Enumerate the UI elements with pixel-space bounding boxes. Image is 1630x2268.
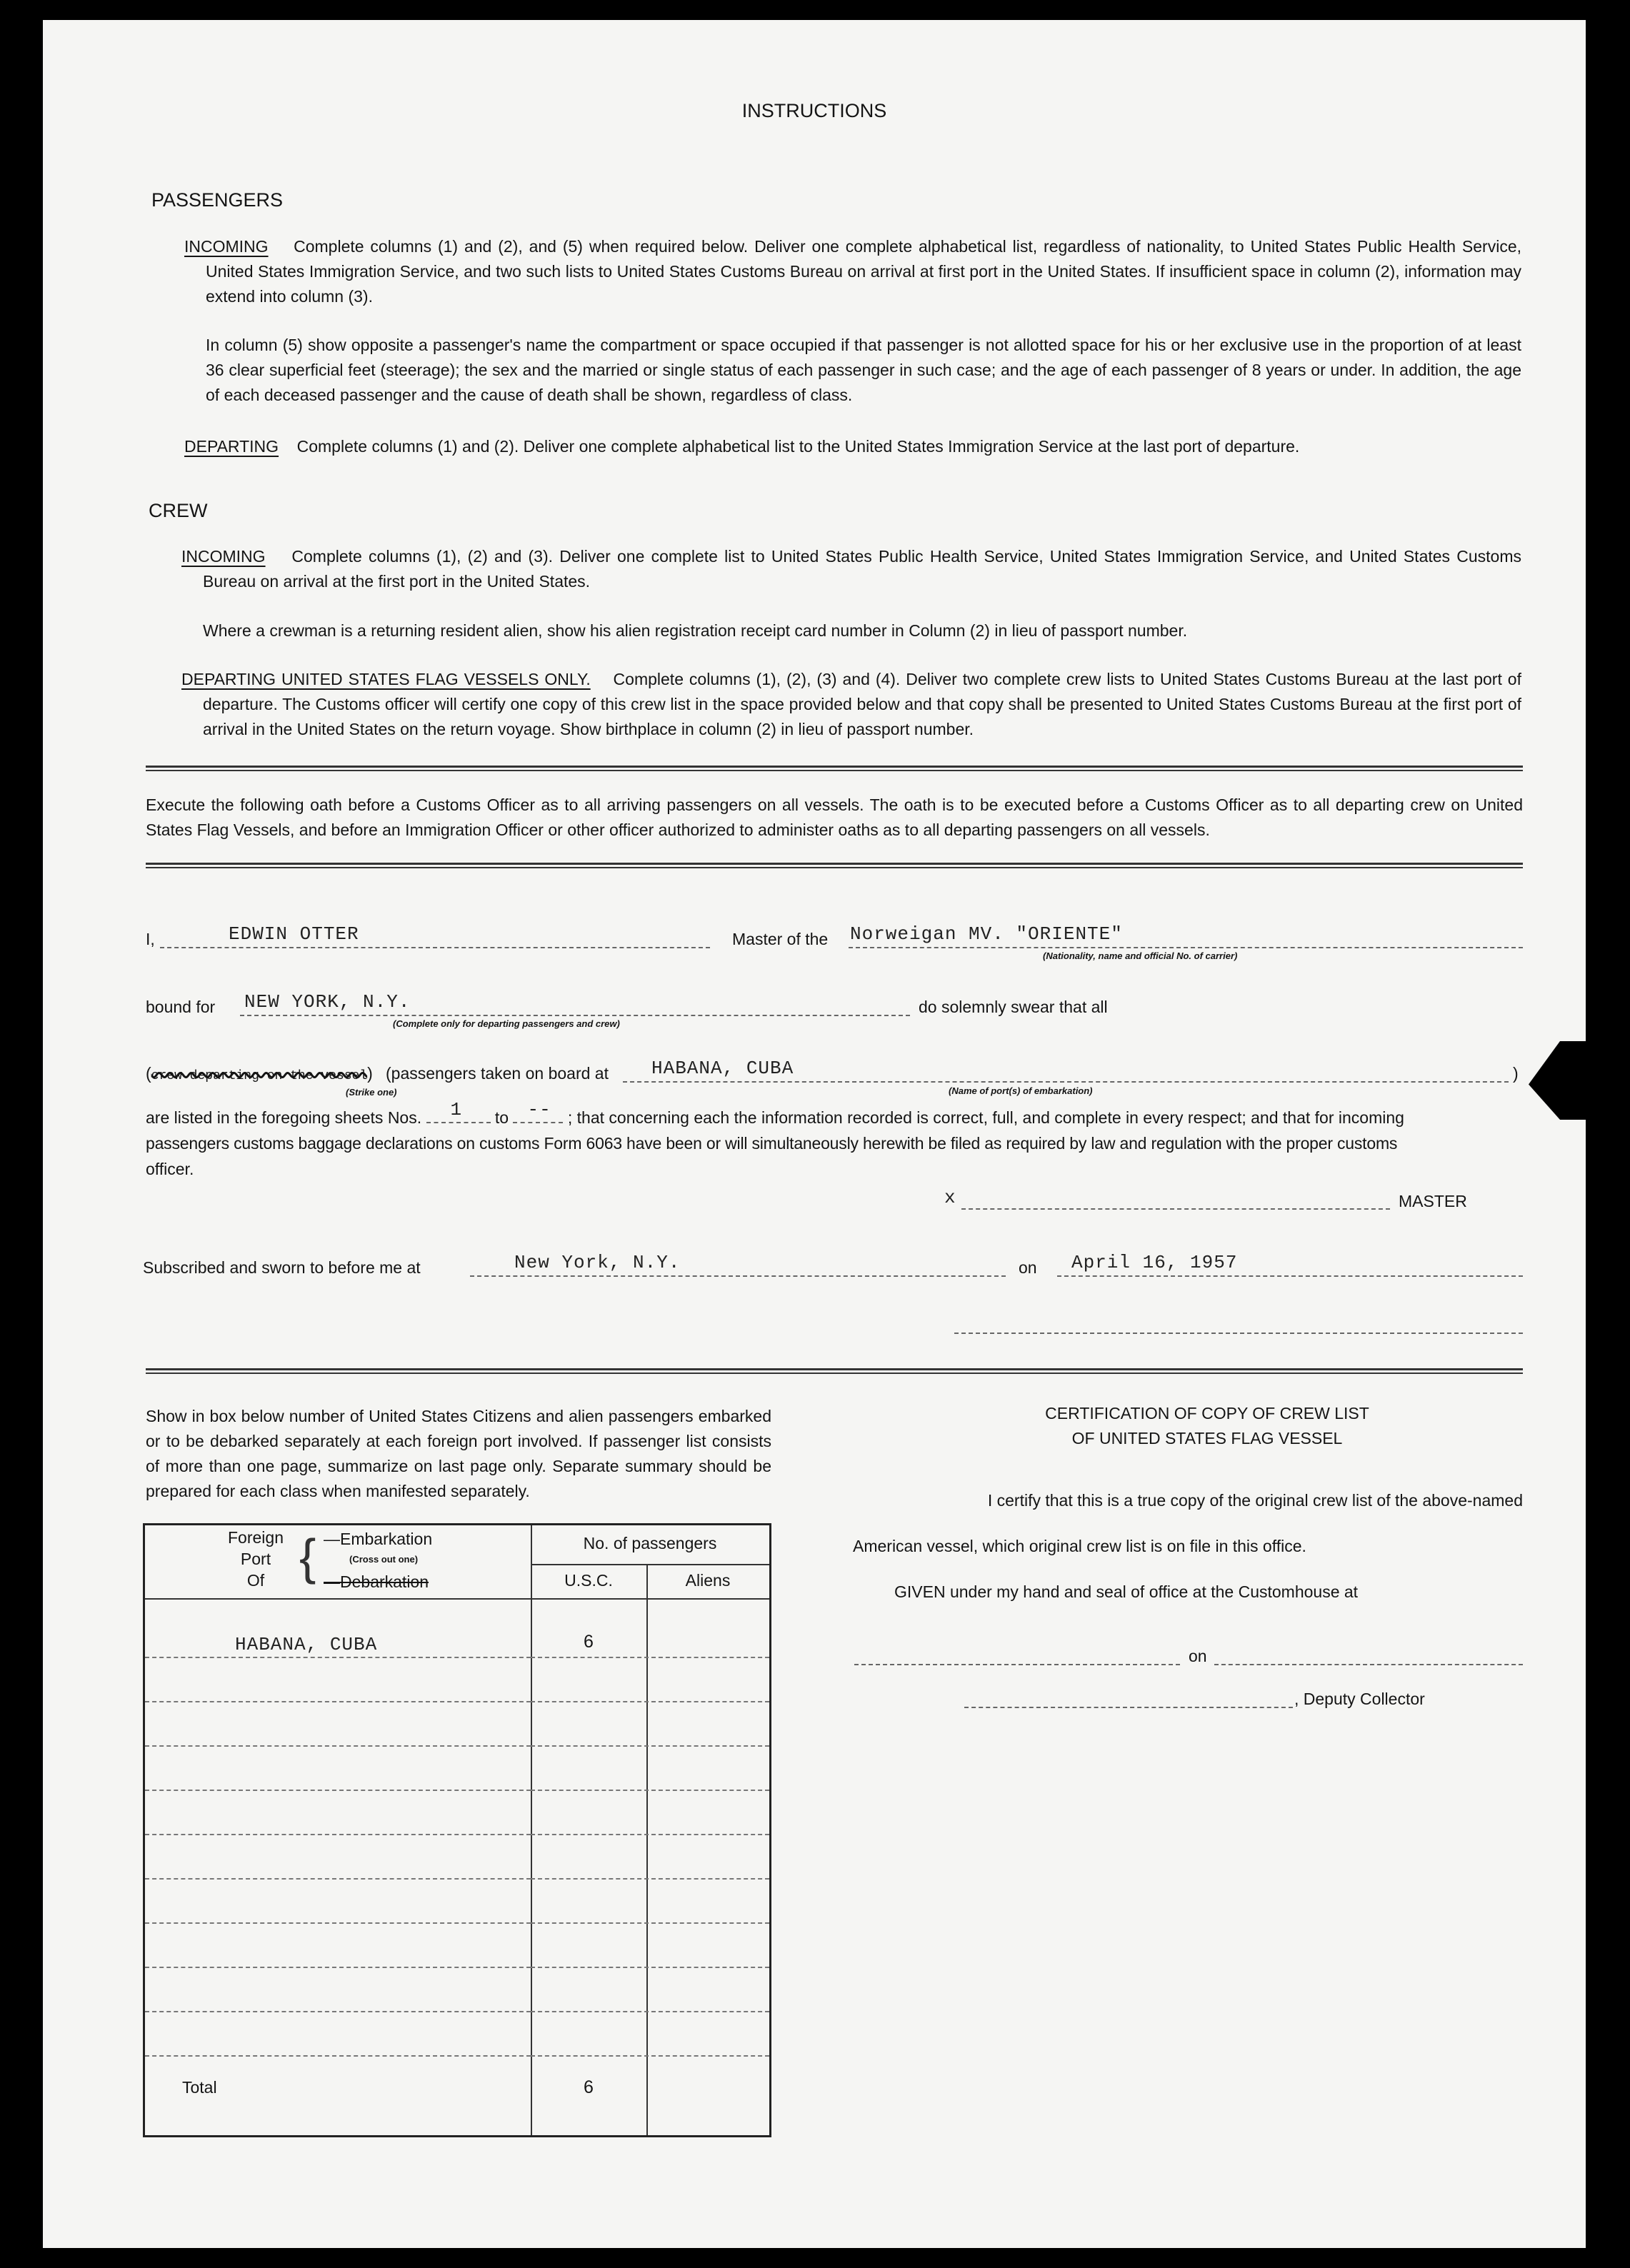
subscribed-label: Subscribed and sworn to before me at (143, 1258, 421, 1277)
table-row (145, 1967, 531, 1968)
table-row (145, 1745, 531, 1747)
sheets-line-3: officer. (146, 1160, 194, 1178)
header-no-passengers: No. of passengers (583, 1534, 717, 1552)
sheet-to-field[interactable] (513, 1099, 563, 1123)
table-row (531, 1745, 769, 1747)
header-foreign: Foreign (228, 1528, 284, 1547)
crew-departing-paragraph (181, 667, 1521, 742)
to-label: to (494, 1108, 509, 1127)
crew-heading: CREW (149, 500, 208, 521)
passengers-departing-paragraph (184, 434, 1521, 459)
table-header-bottom (145, 1598, 769, 1600)
table-row (145, 1922, 531, 1924)
bound-for-caption: (Complete only for departing passengers and crew) (393, 1018, 620, 1029)
table-row (145, 1790, 531, 1791)
divider-rule (146, 766, 1523, 771)
page-edge-tab (1529, 1041, 1586, 1120)
divider-rule (146, 1368, 1523, 1374)
row-port-value[interactable]: HABANA, CUBA (235, 1634, 378, 1655)
struck-crew-option: crew departing on the vessel (151, 1069, 368, 1083)
passengers-departing-label: DEPARTING (184, 437, 279, 456)
header-foreign-port-of (216, 1527, 295, 1591)
table-row (531, 1657, 769, 1658)
table-row (145, 2011, 531, 2012)
passengers-incoming-paragraph (184, 234, 1521, 309)
passengers-incoming-text: Complete columns (1) and (2), and (5) when required below. Deliver one complete alphabetical list, regardless of nationality, to United States Public Health Service, United States Immigration Service, and two such lists to United States Customs Bureau on arrival at first port in the United States. If insufficient space in column (2), information may extend into column (3). (206, 237, 1521, 306)
strike-caption: (Strike one) (346, 1087, 397, 1098)
table-row (531, 1834, 769, 1835)
crew-incoming-label: INCOMING (181, 547, 266, 566)
sworn-place-line (470, 1275, 1006, 1277)
swear-label: do solemnly swear that all (919, 998, 1108, 1016)
table-row (145, 1834, 531, 1835)
oath-instruction: Execute the following oath before a Customs Officer as to all arriving passengers on all vessels. The oath is to be executed before a Customs Officer as to all departing crew on United States Flag Vessels, and before an Immigration Officer or other officer authorized to administer oaths as to all departing passengers on all vessels. (146, 796, 1523, 839)
oath-i-label: I, (146, 930, 155, 948)
summary-instruction: Show in box below number of United States Citizens and alien passengers embarked or to be debarked separately at each foreign port involved. If passenger list consists of more than one page, summarize on last page only. Separate summary should be prepared for each class when manifested separately. (146, 1407, 771, 1500)
table-divider (646, 1564, 648, 2135)
sworn-date-value[interactable]: April 16, 1957 (1071, 1252, 1238, 1273)
master-name-value[interactable]: EDWIN OTTER (229, 923, 359, 945)
passengers-heading: PASSENGERS (151, 189, 284, 211)
signature-x: x (944, 1187, 956, 1208)
open-paren: ( (146, 1064, 151, 1083)
sheets-line-2: passengers customs baggage declarations on customs Form 6063 have been or will simultaneously herewith be filed as required by law and regulation with the proper customs (146, 1134, 1398, 1153)
table-divider (531, 1525, 532, 2135)
officer-signature-line[interactable] (954, 1333, 1523, 1334)
sworn-place-value[interactable]: New York, N.Y. (514, 1252, 681, 1273)
table-row (145, 2055, 531, 2057)
certification-heading (886, 1401, 1529, 1451)
embark-port-caption: (Name of port(s) of embarkation) (949, 1085, 1093, 1096)
master-of-label: Master of the (732, 930, 829, 948)
certification-on-label: on (1189, 1647, 1207, 1665)
close-paren: ) (1513, 1064, 1519, 1083)
close-struck-paren: ) (367, 1064, 373, 1083)
header-cross-out: (Cross out one) (349, 1554, 419, 1565)
bound-for-line (240, 1015, 910, 1016)
certification-line-3: GIVEN under my hand and seal of office at the Customhouse at (894, 1582, 1359, 1601)
table-row (531, 1922, 769, 1924)
crew-returning-paragraph: Where a crewman is a returning resident alien, show his alien registration receipt card number in Column (2) in lieu of passport number. (203, 621, 1188, 640)
deputy-collector-label: , Deputy Collector (1294, 1690, 1425, 1708)
header-usc: U.S.C. (564, 1571, 613, 1590)
total-label: Total (182, 2078, 217, 2097)
sheets-text-1: ; that concerning each the information recorded is correct, full, and complete in every respect; and that for incoming (567, 1108, 1404, 1127)
strike-line (146, 1061, 373, 1089)
sworn-date-line (1057, 1275, 1523, 1277)
sheets-line-1 (146, 1099, 1523, 1130)
table-row (145, 1701, 531, 1702)
divider-rule (146, 863, 1523, 868)
table-row (145, 1657, 531, 1658)
sheet-to-value: -- (527, 1099, 551, 1120)
crew-departing-label: DEPARTING UNITED STATES FLAG VESSELS ONLY. (181, 670, 591, 688)
table-row (531, 1967, 769, 1968)
page-title: INSTRUCTIONS (741, 100, 887, 121)
sheet-from-field[interactable] (426, 1099, 491, 1123)
passengers-departing-text: Complete columns (1) and (2). Deliver one complete alphabetical list to the United States Immigration Service at the last port of departure. (296, 437, 1300, 456)
bound-for-label: bound for (146, 998, 216, 1016)
customhouse-line[interactable] (854, 1664, 1180, 1665)
bound-for-value[interactable]: NEW YORK, N.Y. (244, 991, 411, 1013)
certification-line-2: American vessel, which original crew list is on file in this office. (853, 1537, 1306, 1555)
vessel-caption: (Nationality, name and official No. of carrier) (1043, 950, 1238, 961)
master-label: MASTER (1399, 1192, 1467, 1210)
table-row (531, 1878, 769, 1880)
header-embarkation: —Embarkation (324, 1530, 433, 1548)
passenger-summary-table (143, 1523, 771, 2137)
passengers-column5-paragraph: In column (5) show opposite a passenger's name the compartment or space occupied if that passenger is not allotted space for his or her exclusive use in the proportion of at least 36 clear superficial feet (steerage); the sex and the married or single status of each passenger in such case; and the age of each passenger of 8 years or under. In addition, the age of each deceased passenger and the cause of death shall be shown, regardless of class. (206, 336, 1521, 404)
form-page (43, 20, 1586, 2248)
certification-heading-1: CERTIFICATION OF COPY OF CREW LIST (1045, 1404, 1369, 1422)
table-row (531, 1790, 769, 1791)
passengers-incoming-label: INCOMING (184, 237, 269, 256)
header-of: Of (246, 1571, 265, 1590)
vessel-value[interactable]: Norweigan MV. "ORIENTE" (850, 923, 1123, 945)
table-divider (531, 1564, 769, 1565)
table-row (145, 1878, 531, 1880)
embark-port-line (623, 1081, 1509, 1083)
embark-port-value[interactable]: HABANA, CUBA (651, 1058, 794, 1079)
header-port: Port (240, 1550, 271, 1568)
deputy-collector-signature-line[interactable] (964, 1707, 1293, 1708)
table-row (531, 2055, 769, 2057)
sworn-on-label: on (1019, 1258, 1037, 1277)
brace-icon: { (299, 1529, 316, 1585)
header-aliens: Aliens (685, 1571, 731, 1590)
header-debarkation: —Debarkation (324, 1572, 429, 1591)
master-signature-line[interactable] (961, 1208, 1390, 1210)
total-usc-value[interactable]: 6 (584, 2077, 594, 2097)
vessel-line (849, 947, 1523, 948)
certification-heading-2: OF UNITED STATES FLAG VESSEL (1071, 1429, 1343, 1447)
certification-line-1: I certify that this is a true copy of the original crew list of the above-named (987, 1491, 1523, 1510)
table-row (531, 2011, 769, 2012)
crew-incoming-text: Complete columns (1), (2) and (3). Deliver one complete list to United States Public Health Service, United States Immigration Service, and United States Customs Bureau on arrival at the first port in the United States. (203, 547, 1521, 591)
passengers-on-board-label: (passengers taken on board at (386, 1064, 609, 1083)
crew-departing-text: Complete columns (1), (2), (3) and (4). Deliver two complete crew lists to United States Customs Bureau at the last port of departure. The Customs officer will certify one copy of this crew list in the space provided below and that copy shall be presented to United States Customs Bureau at the first port of arrival in the United States on the return voyage. Show birthplace in column (2) in lieu of passport number. (203, 670, 1521, 738)
master-name-line (160, 947, 710, 948)
table-row (531, 1701, 769, 1702)
row-usc-value[interactable]: 6 (584, 1632, 594, 1652)
certification-date-line[interactable] (1214, 1664, 1523, 1665)
crew-incoming-paragraph (181, 544, 1521, 594)
sheets-label: are listed in the foregoing sheets Nos. (146, 1108, 422, 1127)
sheet-from-value: 1 (450, 1099, 463, 1120)
